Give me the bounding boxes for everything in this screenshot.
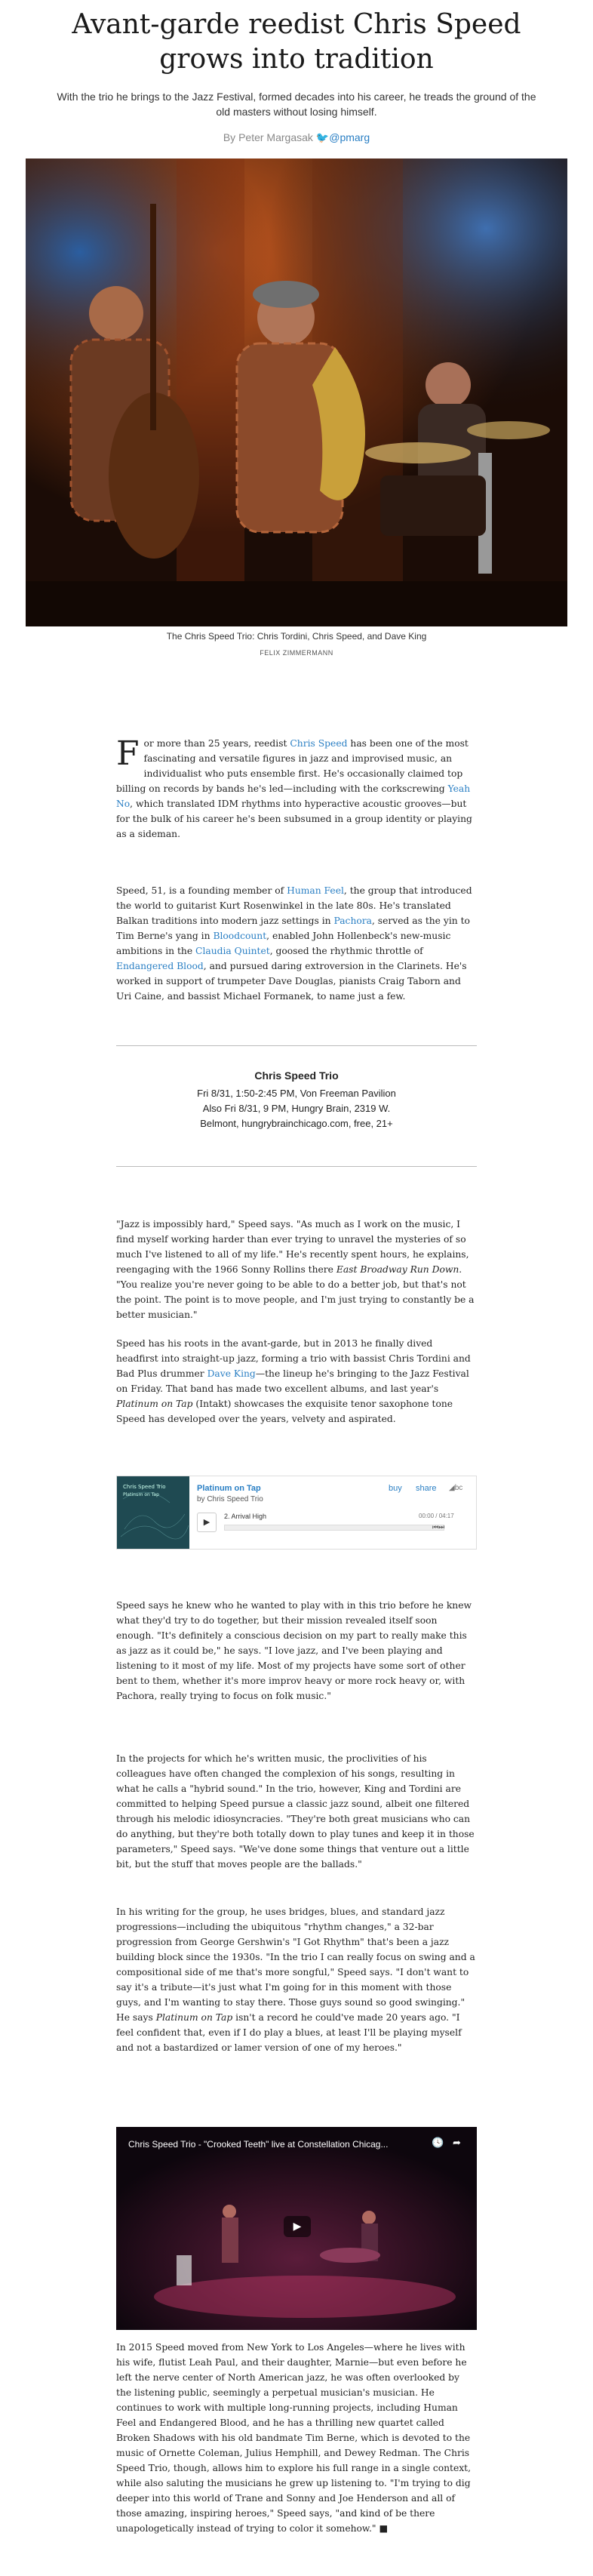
video-title[interactable]: Chris Speed Trio - "Crooked Teeth" live at Constellation Chicag... bbox=[128, 2139, 389, 2150]
photo-credit: FELIX ZIMMERMANN bbox=[260, 649, 333, 657]
hero-photo bbox=[26, 158, 567, 626]
album-art-subtitle: Platinum on Tap bbox=[123, 1492, 159, 1497]
divider-bottom bbox=[116, 1166, 477, 1167]
link-claudia-quintet[interactable]: Claudia Quintet bbox=[195, 946, 270, 956]
link-bloodcount[interactable]: Bloodcount bbox=[213, 931, 267, 941]
end-mark-icon: ■ bbox=[379, 2523, 389, 2534]
album-art-title: Chris Speed Trio bbox=[123, 1484, 166, 1490]
dek: With the trio he brings to the Jazz Festival, formed decades into his career, he treads the ground of the old masters without losing himself. bbox=[57, 91, 536, 118]
photo-caption: The Chris Speed Trio: Chris Tordini, Chris Speed, and Dave King bbox=[166, 631, 427, 642]
author-name[interactable]: By Peter Margasak bbox=[223, 131, 313, 143]
paragraph-2: Speed, 51, is a founding member of Human Feel, the group that introduced the world to guitarist Kurt Rosenwinkel in the late 80s. He's translated Balkan traditions into modern jazz settings in Pachora, served as the yin to Tim Berne's yang in Bloodcount, enabled John Hollenbeck's new-music ambitions in the Claudia Quintet, goosed the rhythmic throttle of Endangered Blood, and pursued daring extroversion in the Clarinets. He's worked in support of trumpeter Dave Douglas, pianists Craig Taborn and Uri Caine, and bassist Michael Formanek, to name just a few. bbox=[116, 885, 472, 1002]
share-icon[interactable]: ➦ bbox=[453, 2137, 461, 2149]
event-title: Chris Speed Trio bbox=[254, 1069, 339, 1082]
twitter-icon: 🐦 bbox=[315, 131, 330, 143]
link-chris-speed[interactable]: Chris Speed bbox=[290, 738, 348, 749]
share-button[interactable]: share bbox=[416, 1484, 437, 1493]
headline: Avant-garde reedist Chris Speed grows into tradition bbox=[72, 9, 521, 75]
video-play-icon[interactable]: ▶ bbox=[284, 2216, 311, 2237]
bandcamp-logo[interactable]: ◢bc bbox=[449, 1484, 463, 1492]
video-embed[interactable] bbox=[116, 2127, 477, 2330]
album-title[interactable]: Platinum on Tap bbox=[197, 1484, 261, 1493]
paragraph-6: In the projects for which he's written music, the proclivities of his colleagues have often changed the complexion of his songs, resulting in what he calls a "hybrid sound." In the trio, however, King and Tordini are committed to helping Speed pursue a classic jazz sound, albeit one filtered through his melodic idiosyncracies. "They're both great musicians who can do anything, but they're both totally down to play tunes and keep it in those parameters," Speed says. "We've done some things that venture out a little bit, but the stuff that moves people are the ballads." bbox=[116, 1753, 475, 1870]
buy-button[interactable]: buy bbox=[389, 1484, 402, 1493]
paragraph-8: In 2015 Speed moved from New York to Los Angeles—where he lives with his wife, flutist Leah Paul, and their daughter, Marnie—but even before he left the nerve center of North American jazz, he was often overlooked by the listening public, seemingly a perpetual musician's musician. He continues to work with multiple long-running projects, including Human Feel and Endangered Blood, and he has a thrilling new quartet called Broken Shadows with his old bandmate Tim Berne, which is devoted to the music of Ornette Coleman, Julius Hemphill, and Dewey Redman. The Chris Speed Trio, though, allows him to explore his full range in a single context, while also saluting the musicians he grew up listening to. "I'm trying to dig deeper into this world of Trane and Sonny and Joe Henderson and all of those amazing, inspiring heroes," Speed says, "and kind of be there unapologetically instead of trying to color it somehow." ■ bbox=[116, 2342, 472, 2534]
play-icon[interactable]: ▶ bbox=[197, 1513, 217, 1532]
event-info-box bbox=[116, 1068, 477, 1131]
progress-bar[interactable] bbox=[224, 1525, 444, 1531]
album-art bbox=[117, 1476, 189, 1549]
byline bbox=[0, 131, 593, 144]
band-photo-illustration bbox=[26, 158, 567, 626]
divider-top bbox=[116, 1045, 477, 1046]
event-line-3: Belmont, hungrybrainchicago.com, free, 21+ bbox=[200, 1118, 393, 1129]
paragraph-3: "Jazz is impossibly hard," Speed says. "As much as I work on the music, I find myself working harder than ever trying to unravel the mysteries of so much I've listened to all of my life." He's recently spent hours, he explains, reengaging with the 1966 Sonny Rollins there East Broadway Run Down. "You realize you're never going to be able to do a better job, but that's not the point. The point is to move people, and I'm just trying to constantly be a better musician." bbox=[116, 1219, 475, 1320]
link-yeah-no[interactable]: Yeah No bbox=[116, 783, 471, 809]
bandcamp-player[interactable] bbox=[116, 1476, 477, 1550]
link-pachora[interactable]: Pachora bbox=[333, 916, 372, 926]
paragraph-7: In his writing for the group, he uses bridges, blues, and standard jazz progressions—including the ubiquitous "rhythm changes," a 32-bar progression from George Gershwin's "I Got Rhythm" that's been a jazz building block since the 1930s. "In the trio I can really focus on swing and a compositional side of me that's more songful," Speed says. "I don't want to say it's a tribute—it's just what I'm going for in this moment with those guys, and I'm wanting to stay there. Those guys sound so good swinging." He says Platinum on Tap isn't a record he could've made 20 years ago. "I feel confident that, even if I do play a blues, at least I'll be playing myself and not a bastardized or lamer version of one of my heroes." bbox=[116, 1907, 475, 2053]
paragraph-1: For more than 25 years, reedist Chris Speed has been one of the most fascinating and versatile figures in jazz and improvised music, an individualist who puts ensemble first. He's occasionally claimed top billing on records by bands he's led—including with the corkscrewing Yeah No, which translated IDM rhythms into hyperactive acoustic grooves—but for the bulk of his career he's been subsumed in a group identity or playing as a sideman. bbox=[116, 734, 472, 839]
link-dave-king[interactable]: Dave King bbox=[207, 1368, 256, 1379]
album-artist[interactable]: by Chris Speed Trio bbox=[197, 1495, 263, 1503]
skip-icon[interactable]: ⏮⏭ bbox=[432, 1523, 445, 1531]
event-line-1: Fri 8/31, 1:50-2:45 PM, Von Freeman Pavilion bbox=[197, 1088, 396, 1099]
track-name: 2. Arrival High bbox=[224, 1513, 267, 1520]
link-endangered-blood[interactable]: Endangered Blood bbox=[116, 961, 204, 971]
watch-later-icon[interactable]: 🕓 bbox=[432, 2137, 444, 2149]
paragraph-4: Speed has his roots in the avant-garde, but in 2013 he finally dived headfirst into straight-up jazz, forming a trio with bassist Chris Tordini and Bad Plus drummer Dave King—the lineup he's bringing to the Jazz Festival on Friday. That band has made two excellent albums, and last year's Platinum on Tap (Intakt) showcases the exquisite tenor saxophone tone Speed has developed over the years, velvety and aspirated. bbox=[116, 1338, 471, 1424]
paragraph-5: Speed says he knew who he wanted to play with in this trio before he knew what they'd try to do together, but their mission revealed itself soon enough. "It's definitely a conscious decision on my part to really make this as jazz as it could be," he says. "I love jazz, and I've been playing and listening to it most of my life. Most of my projects have some sort of other bent to them, whether it's more improv heavy or more rock heavy or, with Pachora, really trying to focus on folk music." bbox=[116, 1600, 472, 1701]
drop-cap: F bbox=[116, 734, 140, 773]
event-line-2: Also Fri 8/31, 9 PM, Hungry Brain, 2319 W. bbox=[202, 1103, 391, 1114]
twitter-handle[interactable]: 🐦@pmarg bbox=[315, 131, 370, 143]
track-time: 00:00 / 04:17 bbox=[419, 1513, 454, 1519]
link-human-feel[interactable]: Human Feel bbox=[287, 885, 344, 896]
